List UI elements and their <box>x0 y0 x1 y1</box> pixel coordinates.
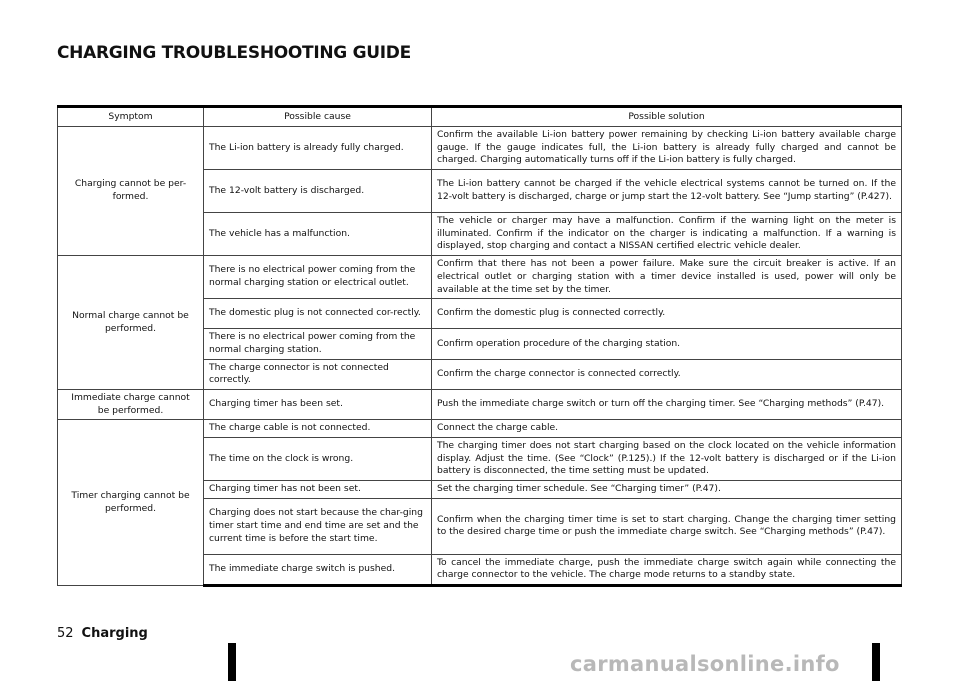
cause-cell: The Li-ion battery is already fully charged. <box>204 127 432 170</box>
symptom-line: be performed. <box>97 404 164 416</box>
solution-cell: Confirm the available Li-ion battery power remaining by checking Li-ion battery available charge gauge. If the gauge indicates full, the Li-ion battery is already fully charged and cannot be charged. Charging automatically turns off if the Li-ion battery is fully charged. <box>432 127 902 170</box>
troubleshooting-table <box>57 105 902 587</box>
symptom-cell <box>58 420 204 586</box>
page-title: CHARGING TROUBLESHOOTING GUIDE <box>57 43 411 63</box>
symptom-cell <box>58 256 204 390</box>
symptom-line: performed. <box>104 502 157 514</box>
cause-cell: The charge cable is not connected. <box>204 420 432 438</box>
cause-cell: Charging does not start because the char-ging timer start time and end time are set and the current time is before the start time. <box>204 498 432 554</box>
table-row <box>58 256 902 299</box>
cause-cell: The charge connector is not connected correctly. <box>204 359 432 389</box>
solution-cell: Confirm that there has not been a power failure. Make sure the circuit breaker is active. If an electrical outlet or charging station with a timer device installed is used, power will only be available at the time set by the timer. <box>432 256 902 299</box>
header-symptom: Symptom <box>58 107 204 127</box>
table-row <box>58 127 902 170</box>
solution-cell: Connect the charge cable. <box>432 420 902 438</box>
symptom-line: formed. <box>112 191 149 203</box>
table-row <box>58 389 902 419</box>
solution-cell: Set the charging timer schedule. See “Charging timer” (P.47). <box>432 481 902 499</box>
cause-cell: The domestic plug is not connected cor-rectly. <box>204 299 432 329</box>
symptom-cell <box>58 127 204 256</box>
solution-cell: Push the immediate charge switch or turn off the charging timer. See “Charging methods” (P.47). <box>432 389 902 419</box>
table-row <box>58 420 902 438</box>
page-number: 52 <box>57 626 74 641</box>
cause-cell: The time on the clock is wrong. <box>204 438 432 481</box>
table-header-row <box>58 107 902 127</box>
crop-mark-right <box>872 643 880 681</box>
symptom-line: Timer charging cannot be <box>71 490 190 502</box>
cause-cell: Charging timer has been set. <box>204 389 432 419</box>
symptom-line: performed. <box>104 322 157 334</box>
symptom-line: Normal charge cannot be <box>72 309 189 321</box>
header-possible-cause: Possible cause <box>204 107 432 127</box>
cause-cell: There is no electrical power coming from the normal charging station. <box>204 329 432 359</box>
cause-cell: The 12-volt battery is discharged. <box>204 170 432 213</box>
solution-cell: Confirm the domestic plug is connected correctly. <box>432 299 902 329</box>
solution-cell: The vehicle or charger may have a malfunction. Confirm if the warning light on the meter is illuminated. Confirm if the indicator on the charger is indicating a malfunction. If a warning is displayed, stop charging and contact a NISSAN certified electric vehicle dealer. <box>432 213 902 256</box>
symptom-line: Charging cannot be per- <box>74 178 187 190</box>
symptom-cell <box>58 389 204 419</box>
solution-cell: To cancel the immediate charge, push the immediate charge switch again while connecting the charge connector to the vehicle. The charge mode returns to a standby state. <box>432 554 902 585</box>
solution-cell: The charging timer does not start charging based on the clock located on the vehicle information display. Adjust the time. (See “Clock” (P.125).) If the 12-volt battery is discharged or if the Li-ion battery is disconnected, the time setting must be updated. <box>432 438 902 481</box>
page-footer <box>57 626 148 641</box>
cause-cell: Charging timer has not been set. <box>204 481 432 499</box>
section-name: Charging <box>81 626 148 641</box>
symptom-line: Immediate charge cannot <box>71 391 190 403</box>
solution-cell: Confirm when the charging timer time is set to start charging. Change the charging timer setting to the desired charge time or push the immediate charge switch. See “Charging methods” (P.47). <box>432 498 902 554</box>
cause-cell: The immediate charge switch is pushed. <box>204 554 432 585</box>
solution-cell: The Li-ion battery cannot be charged if the vehicle electrical systems cannot be turned on. If the 12-volt battery is discharged, charge or jump start the 12-volt battery. See “Jump starting” (P.427). <box>432 170 902 213</box>
crop-mark-left <box>228 643 236 681</box>
header-possible-solution: Possible solution <box>432 107 902 127</box>
solution-cell: Confirm operation procedure of the charging station. <box>432 329 902 359</box>
solution-cell: Confirm the charge connector is connected correctly. <box>432 359 902 389</box>
cause-cell: The vehicle has a malfunction. <box>204 213 432 256</box>
watermark-text: carmanualsonline.info <box>570 652 840 676</box>
cause-cell: There is no electrical power coming from the normal charging station or electrical outlet. <box>204 256 432 299</box>
